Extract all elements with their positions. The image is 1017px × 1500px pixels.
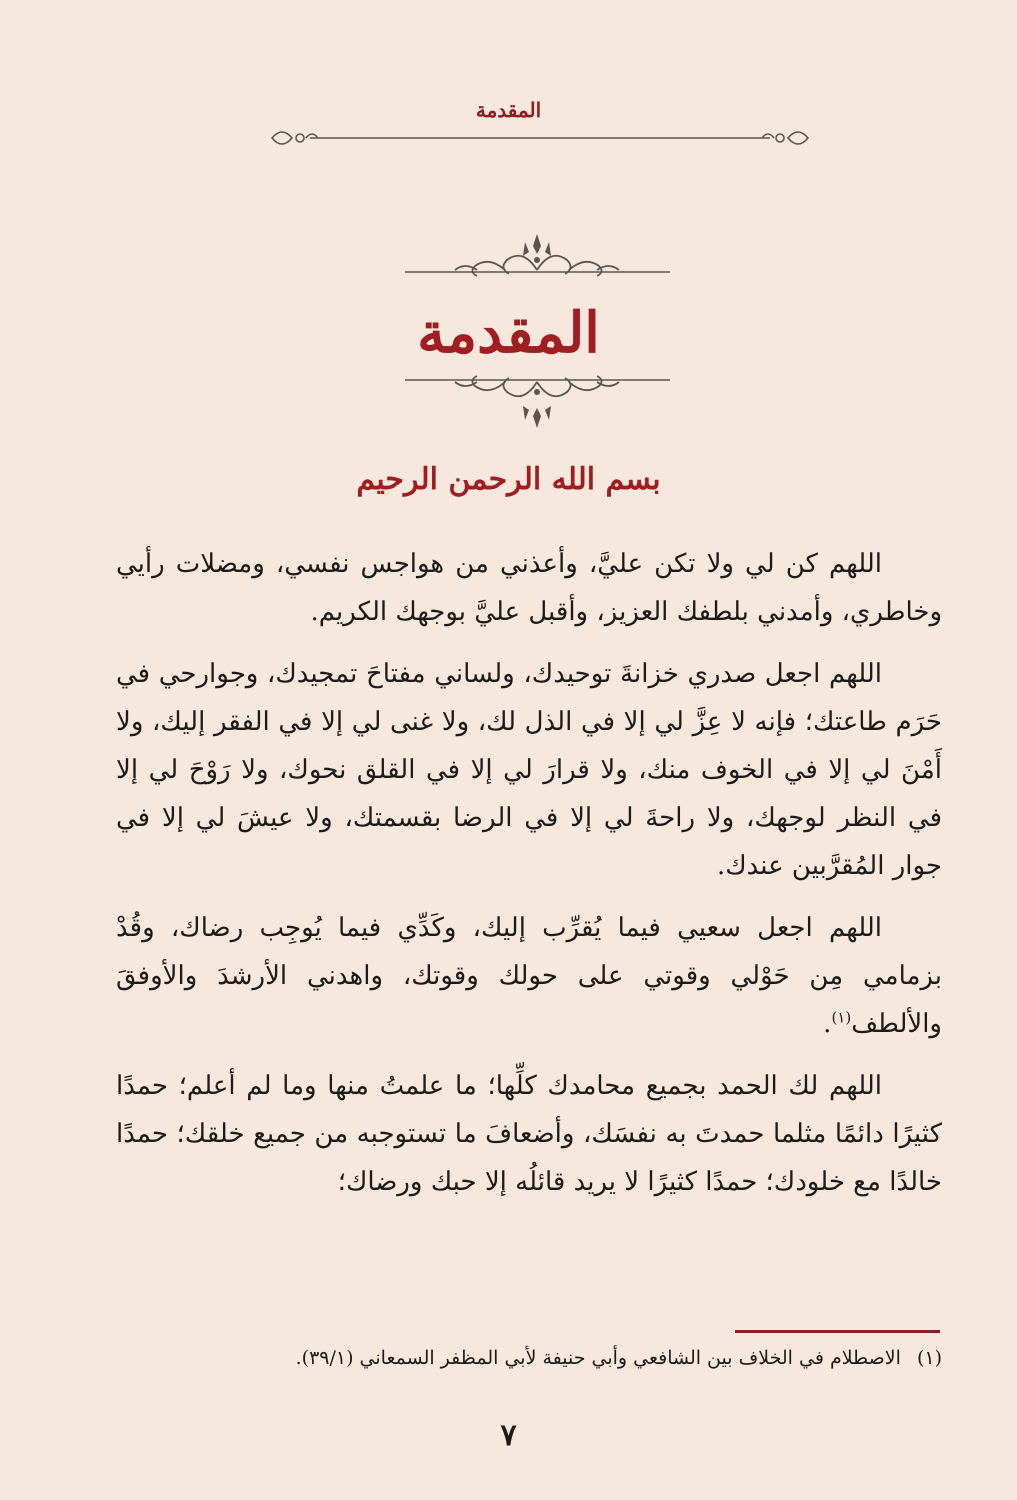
paragraph-3-end: .	[823, 1009, 832, 1039]
footnote-separator	[735, 1330, 940, 1333]
paragraph-3-text: اللهم اجعل سعيي فيما يُقرِّب إليك، وكَدِّي فيما يُوجِب رضاك، وقُدْ بزمامي مِن حَوْلي وقوتي على حولك وقوتك، واهدني الأرشدَ والأوفقَ والألطف	[116, 913, 942, 1039]
page-number: ٧	[500, 1418, 517, 1453]
header-divider-ornament	[270, 118, 810, 158]
paragraph-3	[116, 904, 942, 1048]
footnote-text: الاصطلام في الخلاف بين الشافعي وأبي حنيفة لأبي المظفر السمعاني (٣٩/١).	[295, 1347, 901, 1369]
footnote-reference[interactable]: (١)	[831, 1008, 852, 1027]
title-ornament-top	[405, 232, 670, 292]
chapter-title: المقدمة	[417, 300, 600, 366]
paragraph-1: اللهم كن لي ولا تكن عليَّ، وأعذني من هواجس نفسي، ومضلات رأيي وخاطري، وأمدني بلطفك العزيز، وأقبل عليَّ بوجهك الكريم.	[116, 549, 942, 627]
paragraph-2: اللهم اجعل صدري خزانةَ توحيدك، ولساني مفتاحَ تمجيدك، وجوارحي في حَرَم طاعتك؛ فإنه لا عِزَّ لي إلا في الذل لك، ولا غنى لي إلا في الفقر إليك، ولا أَمْنَ لي إلا في الخوف منك، ولا قرارَ لي إلا في القلق نحوك، ولا رَوْحَ لي إلا في النظر لوجهك، ولا راحةَ لي إلا في الرضا بقسمتك، ولا عيشَ لي إلا في جوار المُقرَّبين عندك.	[116, 659, 942, 881]
running-header: المقدمة	[475, 98, 542, 122]
footnote-number: (١)	[916, 1347, 942, 1369]
basmala: بسم الله الرحمن الرحيم	[356, 462, 661, 497]
title-ornament-bottom	[405, 370, 670, 430]
main-text	[116, 540, 942, 1220]
footnote	[112, 1343, 942, 1373]
paragraph-4: اللهم لك الحمد بجميع محامدك كلِّها؛ ما علمتُ منها وما لم أعلم؛ حمدًا كثيرًا دائمًا مثلما حمدتَ به نفسَك، وأضعافَ ما تستوجبه من جميع خلقك؛ حمدًا خالدًا مع خلودك؛ حمدًا كثيرًا لا يريد قائلُه إلا حبك ورضاك؛	[116, 1071, 942, 1197]
